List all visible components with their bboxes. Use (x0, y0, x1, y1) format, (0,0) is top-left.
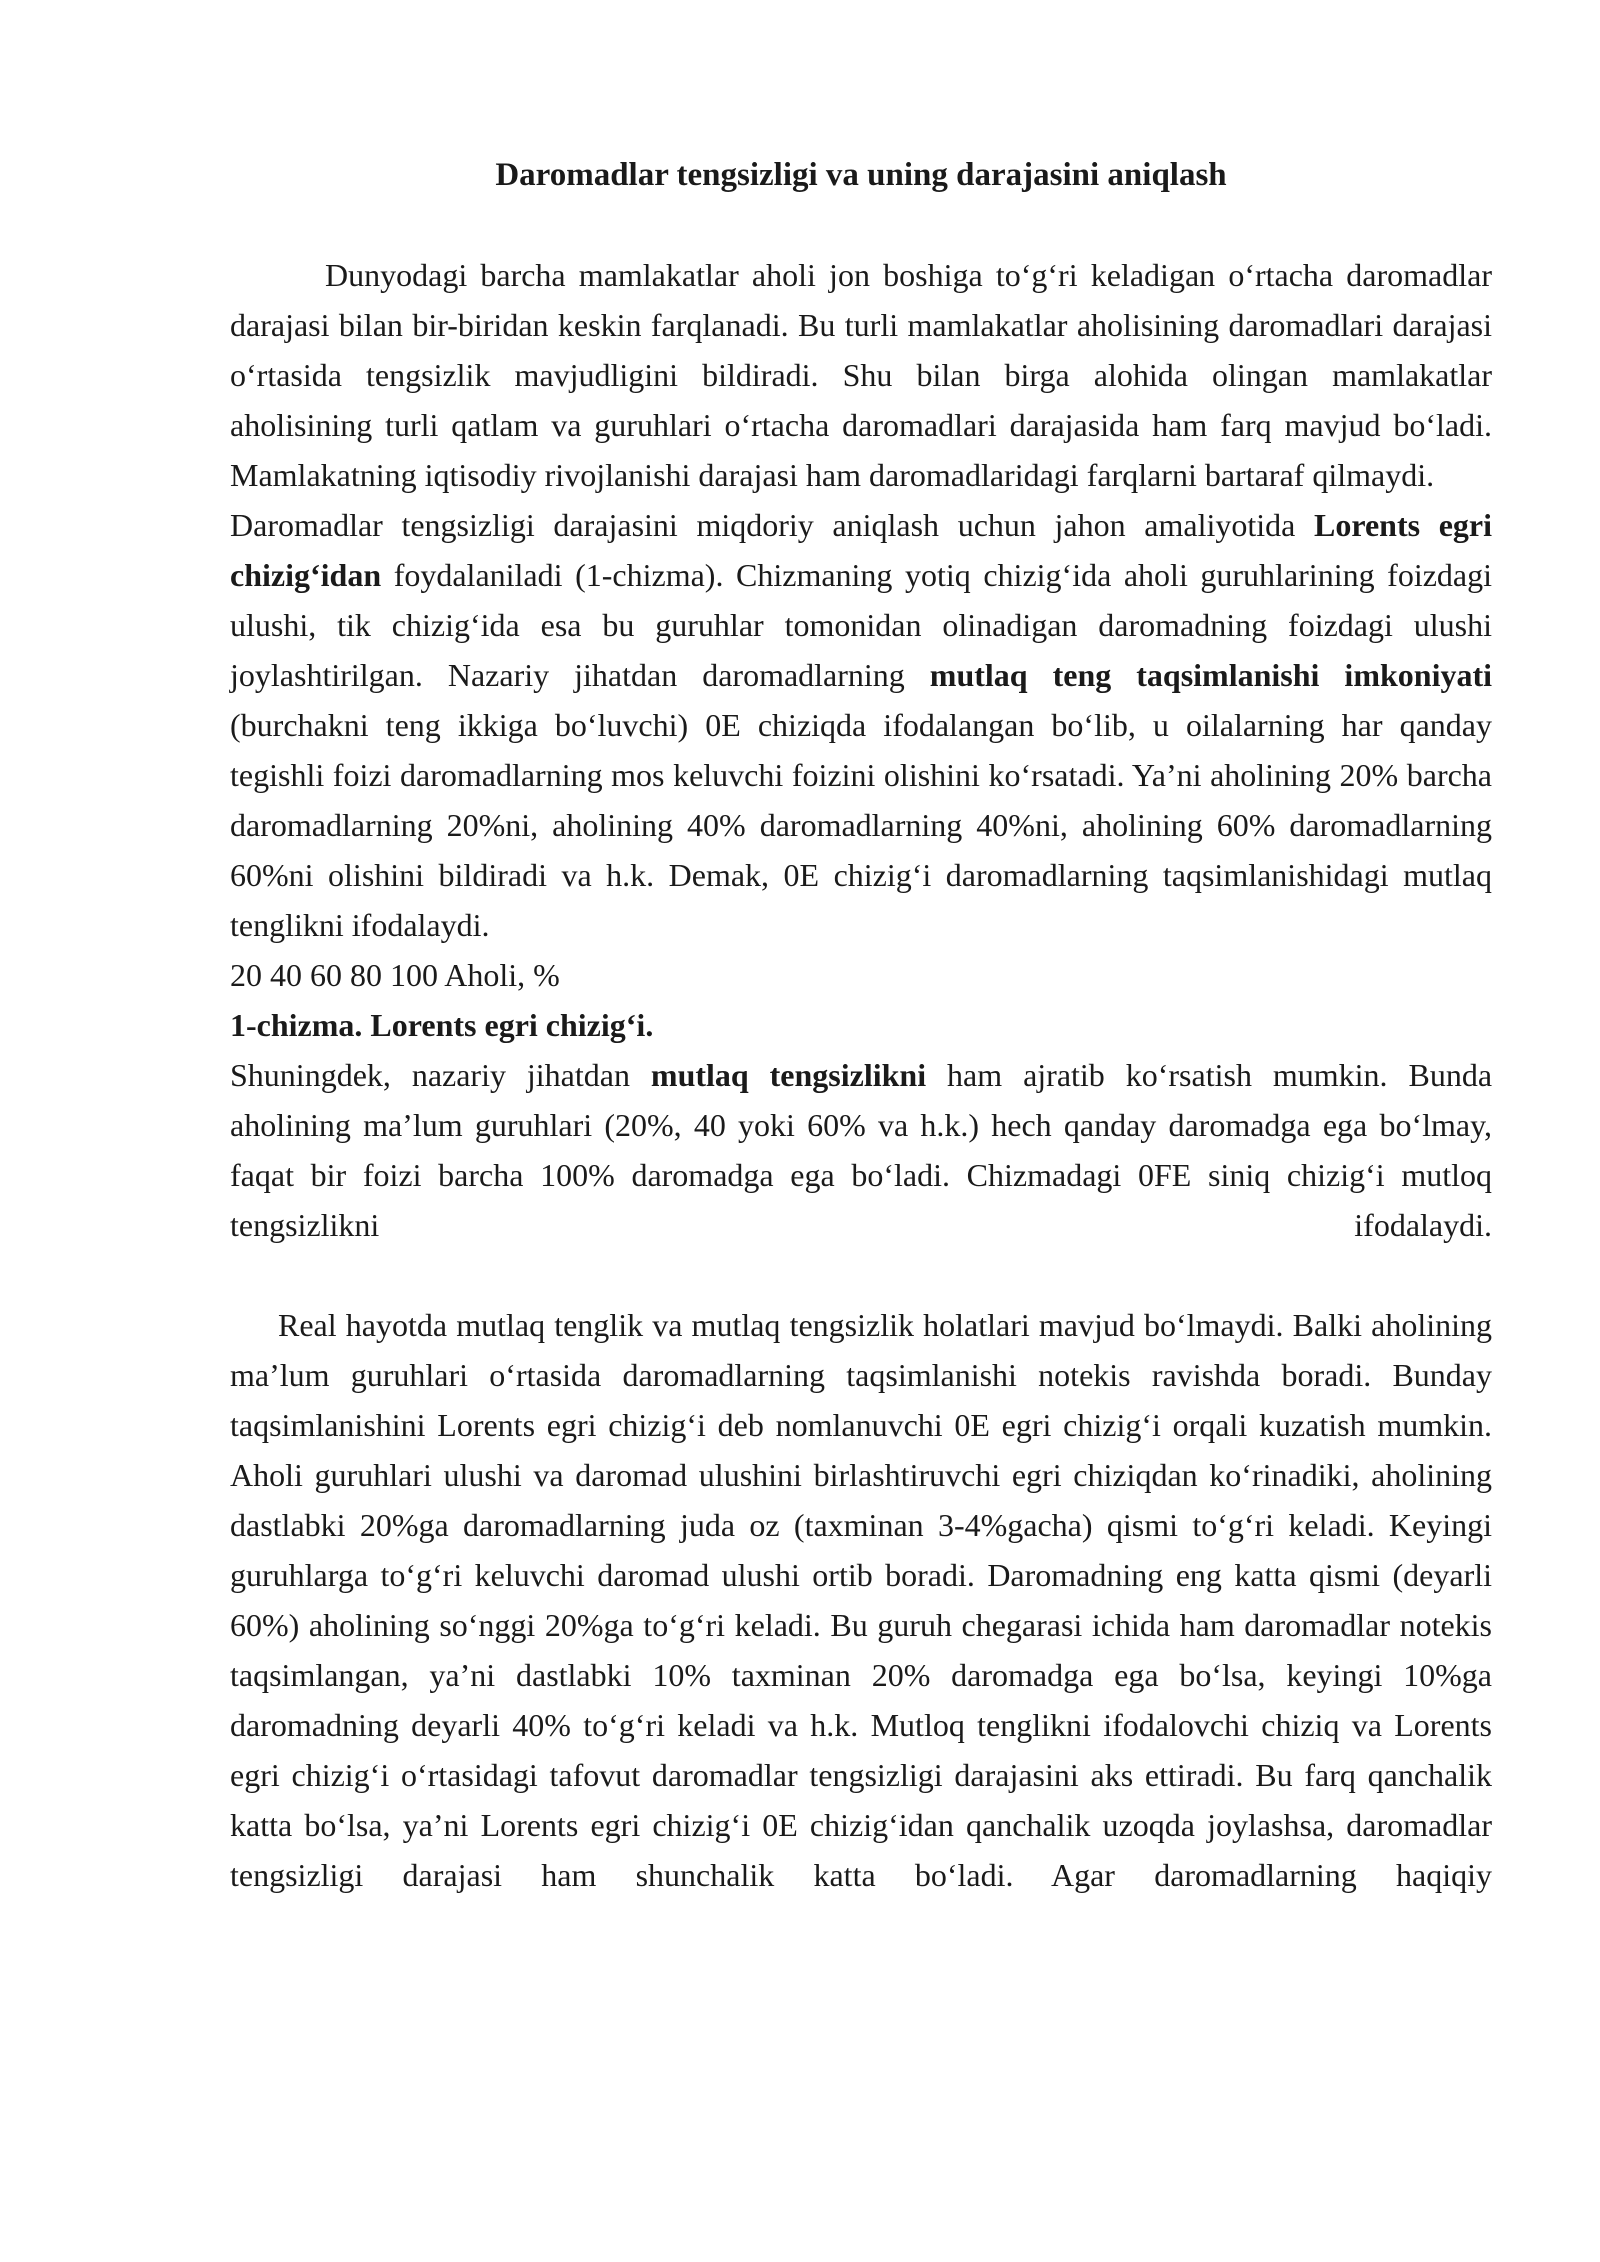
text-run: ham ajratib ko‘rsatish mumkin. Bunda aholining ma’lum guruhlari (20%, 40 yoki 60% va h.k.) hech qanday daromadga ega bo‘lmay, faqat bir foizi barcha 100% daromadga ega bo‘ladi. Chizmadagi 0FE siniq chizig‘i mutloq tengsizlikni ifodalaydi. (230, 1057, 1493, 1243)
figure-caption (230, 1000, 1492, 1050)
paragraph-spacer (230, 1250, 1492, 1300)
text-run: Shuningdek, nazariy jihatdan (230, 1057, 651, 1093)
paragraph-lorenz-method (230, 500, 1492, 950)
text-run: (burchakni teng ikkiga bo‘luvchi) 0E chiziqda ifodalangan bo‘lib, u oilalarning har qanday tegishli foizi daromadlarning mos keluvchi foizini olishini ko‘rsatadi. Ya’ni aholining 20% barcha daromadlarning 20%ni, aholining 40% daromadlarning 40%ni, aholining 60% daromadlarning 60%ni olishini bildiradi va h.k. Demak, 0E chizig‘i daromadlarning taqsimlanishidagi mutlaq tenglikni ifodalaydi. (230, 707, 1492, 943)
bold-term-absolute-inequality: mutlaq tengsizlikni (650, 1057, 927, 1093)
document-title: Daromadlar tengsizligi va uning darajasini aniqlash (495, 157, 1227, 193)
bold-term-absolute-equality: mutlaq teng taqsimlanishi imkoniyati (929, 657, 1492, 693)
figure-caption-text: 1-chizma. Lorents egri chizig‘i. (230, 1007, 654, 1043)
paragraph-intro: Dunyodagi barcha mamlakatlar aholi jon boshiga to‘g‘ri keladigan o‘rtacha daromadlar darajasi bilan bir-biridan keskin farqlanadi. Bu turli mamlakatlar aholisining daromadlari darajasi o‘rtasida tengsizlik mavjudligini bildiradi. Shu bilan birga alohida olingan mamlakatlar aholisining turli qatlam va guruhlari o‘rtacha daromadlari darajasida ham farq mavjud bo‘ladi. Mamlakatning iqtisodiy rivojlanishi darajasi ham daromadlaridagi farqlarni bartaraf qilmaydi. (230, 257, 1492, 493)
text-run: foydalaniladi (1-chizma). Chizmaning yotiq chizig‘ida aholi guruhlarining foizdagi ulushi, tik chizig‘ida esa bu guruhlar tomonidan olinadigan daromadning foizdagi ulushi joylashtirilgan. Nazariy jihatdan daromadlarning (230, 557, 1492, 693)
text-run: Daromadlar tengsizligi darajasini miqdoriy aniqlash uchun jahon amaliyotida (230, 507, 1314, 543)
document-body (230, 250, 1492, 1900)
paragraph-real-life: Real hayotda mutlaq tenglik va mutlaq tengsizlik holatlari mavjud bo‘lmaydi. Balki aholining ma’lum guruhlari o‘rtasida daromadlarning taqsimlanishi notekis ravishda boradi. Bunday taqsimlanishini Lorents egri chizig‘i deb nomlanuvchi 0E egri chizig‘i orqali kuzatish mumkin. Aholi guruhlari ulushi va daromad ulushini birlashtiruvchi egri chiziqdan ko‘rinadiki, aholining dastlabki 20%ga daromadlarning juda oz (taxminan 3-4%gacha) qismi to‘g‘ri keladi. Keyingi guruhlarga to‘g‘ri keluvchi daromad ulushi ortib boradi. Daromadning eng katta qismi (deyarli 60%) aholining so‘nggi 20%ga to‘g‘ri keladi. Bu guruh chegarasi ichida ham daromadlar notekis taqsimlangan, ya’ni dastlabki 10% taxminan 20% daromadga ega bo‘lsa, keyingi 10%ga daromadning deyarli 40% to‘g‘ri keladi va h.k. Mutloq tenglikni ifodalovchi chiziq va Lorents egri chizig‘i o‘rtasidagi tafovut daromadlar tengsizligi darajasini aks ettiradi. Bu farq qanchalik katta bo‘lsa, ya’ni Lorents egri chizig‘i 0E chizig‘idan qanchalik uzoqda joylashsa, daromadlar tengsizligi darajasi ham shunchalik katta bo‘ladi. Agar daromadlarning haqiqiy (230, 1307, 1492, 1893)
figure-axis-label: 20 40 60 80 100 Aholi, % (230, 957, 560, 993)
paragraph-absolute-inequality (230, 1050, 1492, 1250)
bold-term-lorenz-curve: Lorents egri chizig‘idan (230, 507, 1493, 593)
